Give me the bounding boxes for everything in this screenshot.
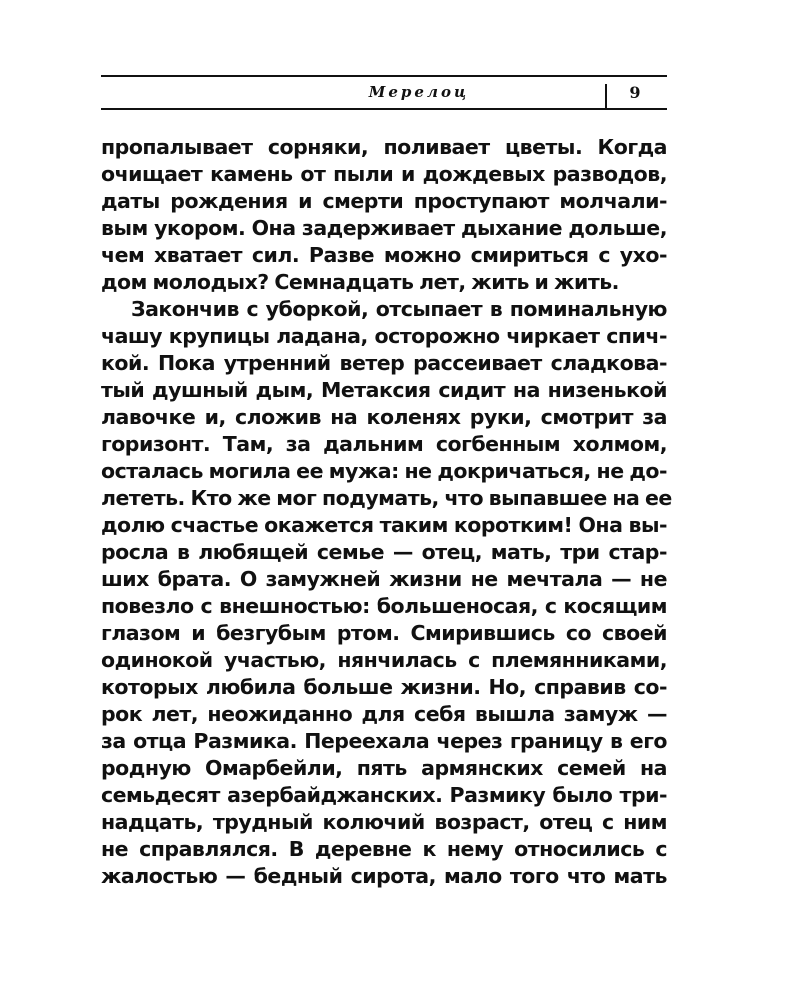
text-line: которых любила больше жизни. Но, справив со- bbox=[101, 675, 667, 699]
text-line: горизонт. Там, за дальним согбенным холмом, bbox=[101, 432, 667, 456]
text-line: даты рождения и смерти проступают молчали- bbox=[101, 189, 667, 213]
text-line: дом молодых? Семнадцать лет, жить и жить. bbox=[101, 270, 619, 294]
running-header bbox=[101, 75, 667, 110]
text-line: росла в любящей семье — отец, мать, три стар- bbox=[101, 540, 667, 564]
running-title: Мерелоц bbox=[368, 83, 469, 101]
text-line: очищает камень от пыли и дождевых разводов, bbox=[101, 162, 667, 186]
text-line: повезло с внешностью: большеносая, с косящим bbox=[101, 594, 667, 618]
text-line: ших брата. О замужней жизни не мечтала — не bbox=[101, 567, 667, 591]
text-line: глазом и безгубым ртом. Смирившись со своей bbox=[101, 621, 667, 645]
text-line: надцать, трудный колючий возраст, отец с ним bbox=[101, 810, 667, 834]
text-line: жалостью — бедный сирота, мало того что мать bbox=[101, 864, 667, 888]
text-line: не справлялся. В деревне к нему относились с bbox=[101, 837, 667, 861]
text-line: чем хватает сил. Разве можно смириться с ухо- bbox=[101, 243, 667, 267]
text-line: осталась могила ее мужа: не докричаться, не до- bbox=[101, 459, 667, 483]
text-line: кой. Пока утренний ветер рассеивает сладкова- bbox=[101, 351, 667, 375]
header-divider bbox=[605, 84, 607, 108]
text-line: тый душный дым, Метаксия сидит на низенькой bbox=[101, 378, 667, 402]
text-line: долю счастье окажется таким коротким! Она вы- bbox=[101, 513, 667, 537]
text-line: лавочке и, сложив на коленях руки, смотрит за bbox=[101, 405, 667, 429]
text-line: рок лет, неожиданно для себя вышла замуж — bbox=[101, 702, 667, 726]
text-line: лететь. Кто же мог подумать, что выпавшее на ее bbox=[101, 486, 672, 510]
text-line: пропалывает сорняки, поливает цветы. Когда bbox=[101, 135, 667, 159]
text-line: семьдесят азербайджанских. Размику было три- bbox=[101, 783, 667, 807]
page-number: 9 bbox=[629, 83, 641, 102]
text-line: чашу крупицы ладана, осторожно чиркает спич- bbox=[101, 324, 667, 348]
text-line: за отца Размика. Переехала через границу в его bbox=[101, 729, 667, 753]
text-line: вым укором. Она задерживает дыхание дольше, bbox=[101, 216, 667, 240]
body-text bbox=[101, 134, 672, 890]
text-line: родную Омарбейли, пять армянских семей на bbox=[101, 756, 667, 780]
text-line: одинокой участью, нянчилась с племянниками, bbox=[101, 648, 667, 672]
text-line: Закончив с уборкой, отсыпает в поминальную bbox=[131, 297, 667, 321]
